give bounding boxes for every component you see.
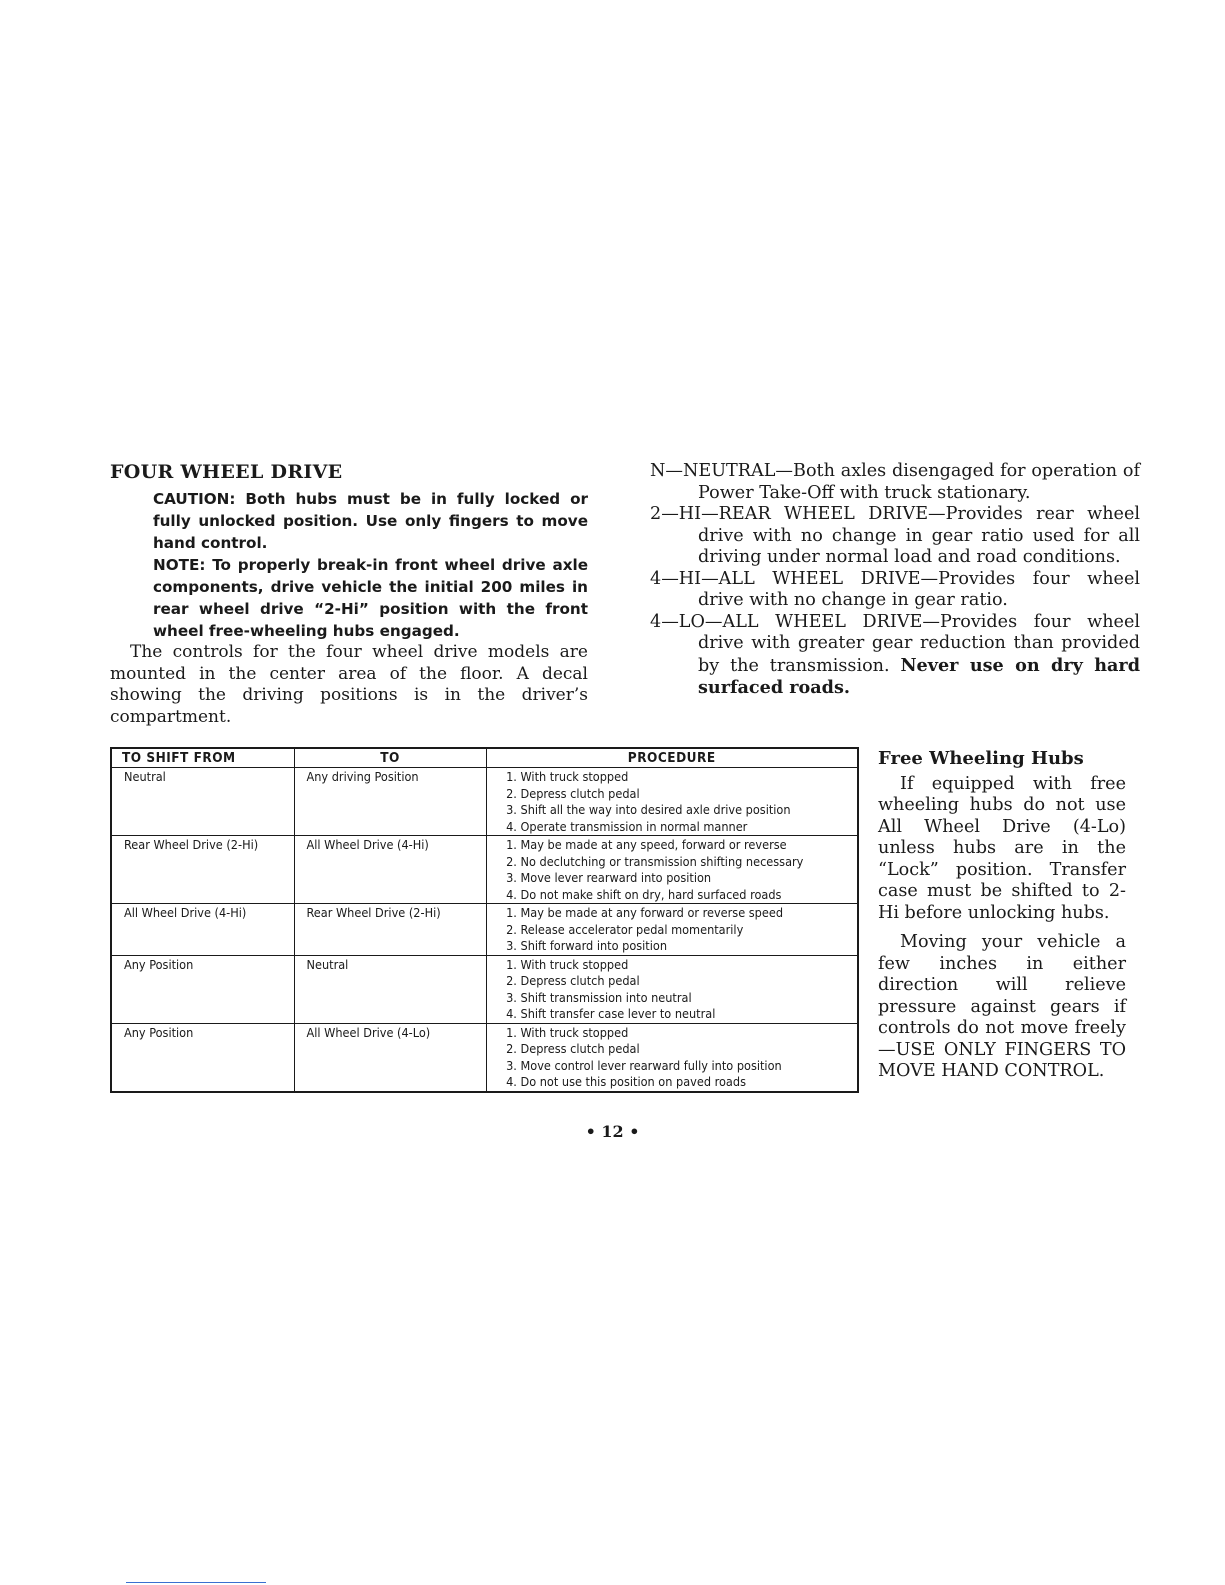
drive-mode-item (650, 569, 1140, 612)
drive-modes-list (650, 461, 1140, 700)
procedure-step: 1. May be made at any forward or reverse speed (521, 905, 858, 922)
table-row (111, 955, 858, 1023)
procedure-step: 1. May be made at any speed, forward or reverse (521, 837, 858, 854)
table-row (111, 768, 858, 836)
drive-mode-description: Provides four wheel drive with greater gear reduction than provided by the transmission. (698, 611, 1140, 676)
procedure-step: 2. Release accelerator pedal momentarily (521, 922, 858, 939)
procedure-step: 1. With truck stopped (521, 769, 858, 786)
procedure-steps (501, 837, 858, 903)
procedure-step: 1. With truck stopped (521, 957, 858, 974)
header-to: TO (294, 748, 486, 768)
left-column (110, 461, 588, 728)
procedure-step: 1. With truck stopped (521, 1025, 858, 1042)
hubs-title: Free Wheeling Hubs (878, 748, 1084, 769)
cell-to: All Wheel Drive (4-Hi) (294, 836, 486, 904)
procedure-step: 2. No declutching or transmission shifting necessary (521, 854, 858, 871)
drive-mode-label: N—NEUTRAL— (650, 461, 794, 481)
drive-mode-item (650, 612, 1140, 700)
cell-procedure (486, 836, 858, 904)
break-in-note: NOTE: To properly break-in front wheel drive axle components, drive vehicle the initial 200 miles in rear wheel drive “2-Hi” position with the front wheel free-wheeling hubs engaged. (153, 556, 588, 640)
procedure-step: 2. Depress clutch pedal (521, 1041, 858, 1058)
procedure-steps (501, 905, 858, 955)
drive-mode-item (650, 504, 1140, 569)
procedure-steps (501, 1025, 858, 1091)
procedure-step: 2. Depress clutch pedal (521, 973, 858, 990)
header-shift-from: TO SHIFT FROM (111, 748, 294, 768)
drive-mode-description: Both axles disengaged for operation of Power Take-Off with truck stationary. (698, 461, 1140, 503)
drive-mode-warning: Never use on dry hard surfaced roads. (698, 654, 1141, 698)
drive-mode-description: Provides rear wheel drive with no change in gear ratio used for all driving under normal load and road conditions. (698, 504, 1140, 567)
procedure-step: 4. Do not make shift on dry, hard surfaced roads (521, 887, 858, 904)
drive-mode-label: 4—HI—ALL WHEEL DRIVE— (650, 568, 939, 589)
table-row (111, 836, 858, 904)
cell-to: All Wheel Drive (4-Lo) (294, 1023, 486, 1092)
cell-procedure (486, 1023, 858, 1092)
cell-to: Any driving Position (294, 768, 486, 836)
procedure-step: 3. Move lever rearward into position (521, 870, 858, 887)
procedure-step: 4. Operate transmission in normal manner (521, 819, 858, 836)
cell-procedure (486, 904, 858, 956)
drive-mode-description: Provides four wheel drive with no change in gear ratio. (698, 568, 1140, 610)
table-row (111, 904, 858, 956)
procedure-step: 4. Shift transfer case lever to neutral (521, 1006, 858, 1023)
procedure-step: 3. Shift all the way into desired axle drive position (521, 802, 858, 819)
free-wheeling-hubs-section (878, 748, 1126, 1083)
cell-shift-from: Neutral (111, 768, 294, 836)
cell-shift-from: Any Position (111, 955, 294, 1023)
hubs-paragraph-1: If equipped with free wheeling hubs do not use All Wheel Drive (4-Lo) unless hubs are in the “Lock” position. Transfer case must be shifted to 2-Hi before unlocking hubs. (878, 773, 1126, 923)
procedure-steps (501, 957, 858, 1023)
cell-procedure (486, 768, 858, 836)
page-number: • 12 • (585, 1122, 640, 1141)
table-header-row (111, 748, 858, 768)
section-title: FOUR WHEEL DRIVE (110, 461, 343, 483)
caution-notice: CAUTION: Both hubs must be in fully locked or fully unlocked position. Use only fingers to move hand control. (153, 490, 588, 552)
procedure-step: 3. Shift transmission into neutral (521, 990, 858, 1007)
intro-paragraph: The controls for the four wheel drive models are mounted in the center area of the floor. A decal showing the driving positions is in the driver’s compartment. (110, 642, 588, 727)
procedure-step: 2. Depress clutch pedal (521, 786, 858, 803)
shift-procedure-table (110, 747, 859, 1093)
divider (126, 1582, 266, 1583)
procedure-step: 3. Move control lever rearward fully into position (521, 1058, 858, 1075)
cell-shift-from: All Wheel Drive (4-Hi) (111, 904, 294, 956)
procedure-step: 3. Shift forward into position (521, 938, 858, 955)
header-procedure: PROCEDURE (486, 748, 858, 768)
cell-to: Rear Wheel Drive (2-Hi) (294, 904, 486, 956)
cell-shift-from: Any Position (111, 1023, 294, 1092)
procedure-steps (501, 769, 858, 835)
procedure-step: 4. Do not use this position on paved roads (521, 1074, 858, 1091)
drive-mode-label: 4—LO—ALL WHEEL DRIVE— (650, 611, 940, 632)
cell-procedure (486, 955, 858, 1023)
drive-mode-item (650, 461, 1140, 504)
cell-shift-from: Rear Wheel Drive (2-Hi) (111, 836, 294, 904)
hubs-paragraph-2: Moving your vehicle a few inches in either direction will relieve pressure against gears if controls do not move freely —USE ONLY FINGERS TO MOVE HAND CONTROL. (878, 932, 1126, 1081)
table-row (111, 1023, 858, 1092)
cell-to: Neutral (294, 955, 486, 1023)
drive-mode-label: 2—HI—REAR WHEEL DRIVE— (650, 504, 946, 524)
